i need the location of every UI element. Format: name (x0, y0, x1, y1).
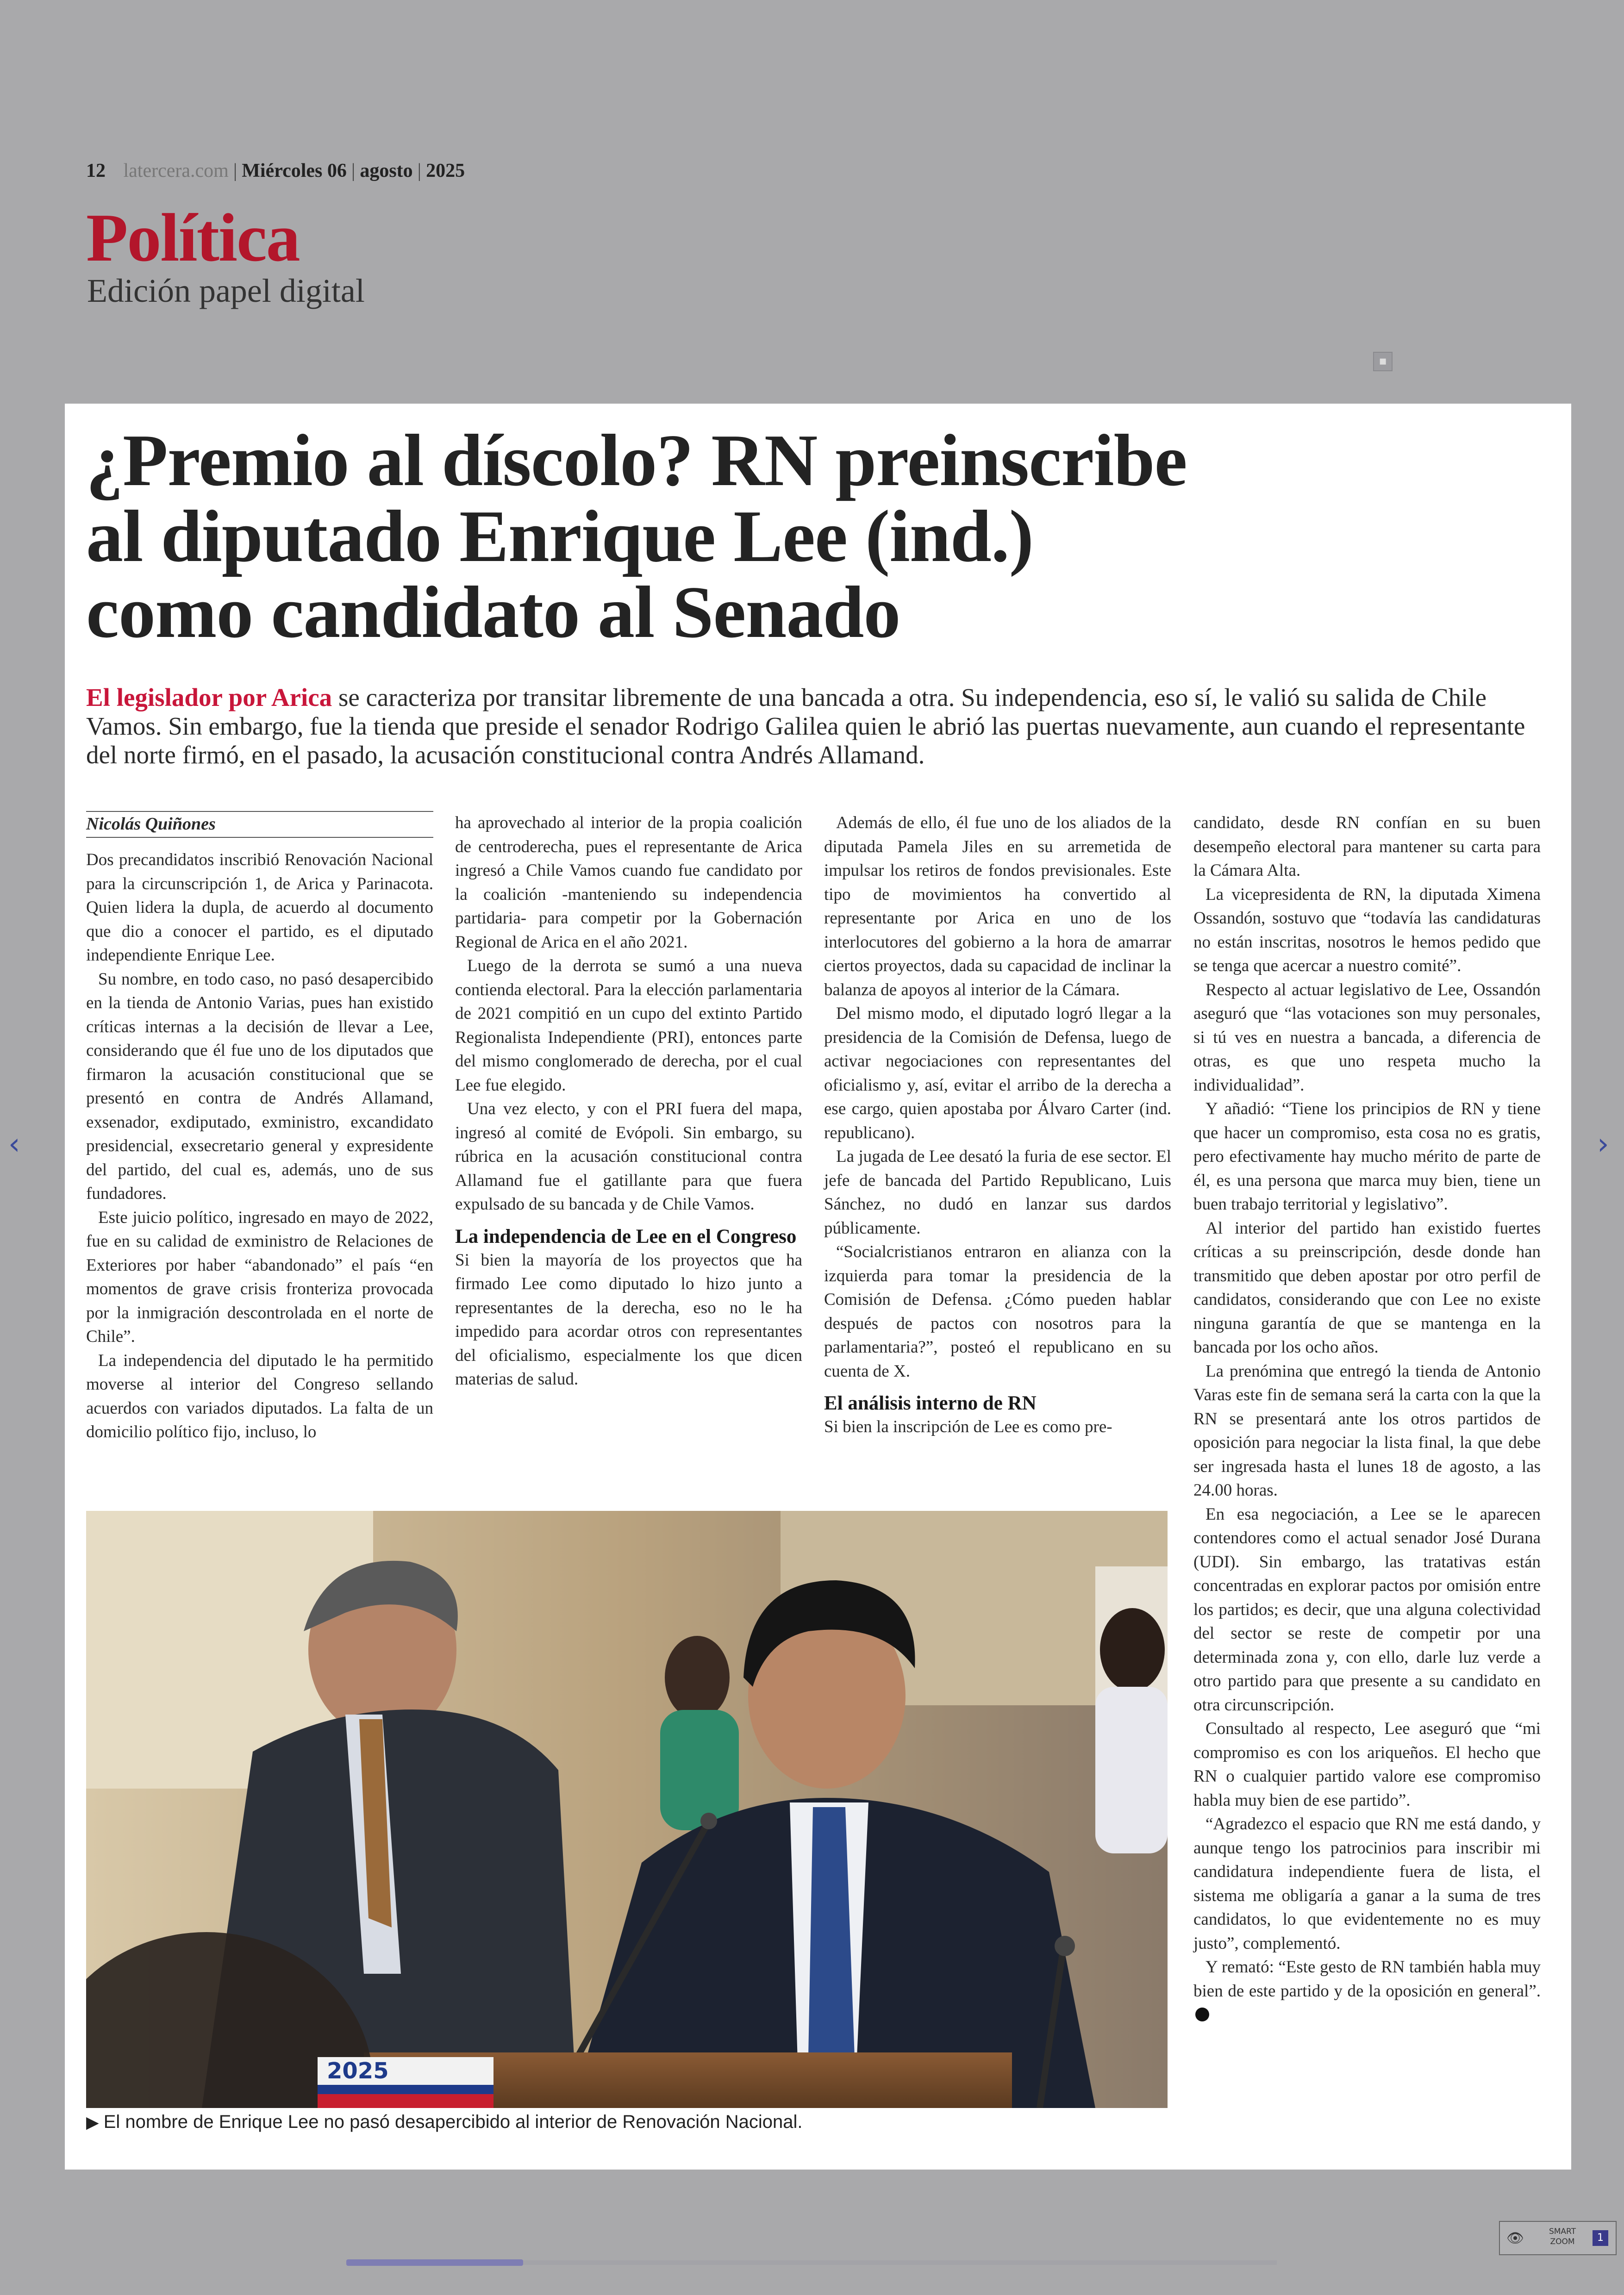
next-page-button[interactable]: › (1597, 1127, 1609, 1161)
paragraph: Además de ello, él fue uno de los aliados de la diputada Pamela Jiles en su arremetida de impulsar los retiros de fondos previsionales. Este tipo de movimientos ha convertido al representante por Arica en uno de los interlocutores del gobierno a la hora de amarrar ciertos proyectos, dada su capacidad de inclinar la balanza de apoyos al interior de la Cámara. (824, 813, 1171, 999)
section-subtitle: Edición papel digital (87, 272, 365, 309)
article-deck (86, 683, 1554, 769)
photo-placard-text: 2025 (327, 2058, 389, 2084)
site-name: latercera.com (123, 160, 229, 181)
weekday-day: Miércoles 06 (242, 160, 347, 181)
section-title: Política (86, 200, 300, 276)
headline-line-3: como candidato al Senado (86, 571, 900, 653)
paragraph: La prenómina que entregó la tienda de Antonio Varas este fin de semana será la carta con la que la RN se presentará ante los otros partidos de oposición para negociar la lista final, la que debe ser ingresada hasta el lunes 18 de agosto, a las 24.00 horas. (1193, 1361, 1541, 1500)
paragraph: La independencia del diputado le ha permitido moverse al interior del Congreso sellando acuerdos con variados diputados. La falta de un domicilio político fijo, incluso, lo (86, 1351, 433, 1441)
previous-page-button[interactable]: ‹ (8, 1127, 20, 1161)
paragraph: Su nombre, en todo caso, no pasó desapercibido en la tienda de Antonio Varias, pues han existido críticas internas a la decisión de llevar a Lee, considerando que él fue uno de los diputados que firmaron la acusación constitucional que se presentó en contra de Andrés Allamand, exsenador, exdiputado, exministro, excandidato presidencial, exsecretario general y expresidente del partido, del cual es, además, uno de sus fundadores. (86, 969, 433, 1203)
paragraph: Respecto al actuar legislativo de Lee, Ossandón aseguró que “las votaciones son muy personales, si tú ves en nuestra a bancada, a diferencia de otras, es que uno respeta mucho la individualidad”. (1193, 980, 1541, 1095)
smart-zoom-button[interactable] (1499, 2221, 1617, 2255)
paragraph: ha aprovechado al interior de la propia coalición de centroderecha, pues el representante de Arica ingresó a Chile Vamos cuando fue candidato por la coalición -manteniendo su independencia partidaria- para competir por la Gobernación Regional de Arica en el año 2021. (455, 813, 802, 952)
paragraph: Una vez electo, y con el PRI fuera del mapa, ingresó al comité de Evópoli. Sin embargo, su rúbrica en la acusación constitucional contra Allamand fue el gatillante para que fuera expulsado de su bancada y de Chile Vamos. (455, 1099, 802, 1214)
paragraph-final: Y remató: “Este gesto de RN también habla muy bien de este partido y de la oposición en general”. (1193, 1955, 1541, 2027)
column-1 (86, 811, 433, 1444)
smart-zoom-badge: 1 (1593, 2230, 1608, 2246)
page-progress-fill[interactable] (346, 2259, 523, 2266)
photo-caption (86, 2112, 803, 2133)
paragraph: Si bien la mayoría de los proyectos que ha firmado Lee como diputado lo hizo junto a representantes de la derecha, eso no le ha impedido para acordar otros con representantes del oficialismo, especialmente los que dicen materias de salud. (455, 1250, 802, 1389)
paragraph: La vicepresidenta de RN, la diputada Ximena Ossandón, sostuvo que “todavía las candidaturas no están inscritas, nosotros le hemos pedido que se tenga que acercar a nuestro comité”. (1193, 885, 1541, 975)
paragraph: En esa negociación, a Lee se le aparecen contendores como el actual senador José Durana (UDI). Sin embargo, las tratativas están concentradas en explorar pactos por omisión entre los partidos; es decir, que una alguna colectividad del sector se reste de competir por una determinada zona y, con ello, darle luz verde a otro partido para que presente a su candidato en otra circunscripción. (1193, 1504, 1541, 1715)
byline: Nicolás Quiñones (86, 811, 433, 838)
subheading-analisis: El análisis interno de RN (824, 1392, 1037, 1414)
column-3 (824, 811, 1171, 1439)
column-2 (455, 811, 802, 1391)
month: agosto (360, 160, 413, 181)
column-4 (1193, 811, 1541, 2027)
paragraph: candidato, desde RN confían en su buen desempeño electoral para mantener su carta para la Cámara Alta. (1193, 813, 1541, 880)
smart-zoom-label: SMART ZOOM (1549, 2227, 1576, 2246)
newspaper-page (65, 404, 1571, 2170)
paragraph: Y añadió: “Tiene los principios de RN y tiene que hacer un compromiso, esta cosa no es gratis, pero efectivamente hay mucho mérito de parte de él, es una persona que marca muy bien, tiene un buen trabajo territorial y legislativo”. (1193, 1099, 1541, 1214)
end-mark-icon (1195, 2008, 1209, 2021)
caption-triangle-icon: ▶ (86, 2113, 99, 2132)
article-photo (86, 1511, 1168, 2108)
subheading-independencia: La independencia de Lee en el Congreso (455, 1225, 797, 1247)
page-header-line: 12 latercera.com | Miércoles 06 | agosto | 2025 (86, 160, 465, 181)
paragraph: Luego de la derrota se sumó a una nueva contienda electoral. Para la elección parlamentaria de 2021 compitió en un cupo del extinto Partido Regionalista Independiente (PRI), entonces parte del mismo conglomerado de derecha, por el cual Lee fue elegido. (455, 956, 802, 1095)
paragraph: Del mismo modo, el diputado logró llegar a la presidencia de la Comisión de Defensa, luego de activar negociaciones con representantes del oficialismo y, así, evitar el arribo de la derecha a ese cargo, quien apostaba por Álvaro Carter (ind. republicano). (824, 1004, 1171, 1142)
paragraph: “Socialcristianos entraron en alianza con la izquierda para tomar la presidencia de la Comisión de Defensa. ¿Cómo pueden hablar después de pactos con nosotros para la parlamentaria?”, posteó el republicano en su cuenta de X. (824, 1242, 1171, 1381)
deck-highlight: El legislador por Arica (86, 683, 332, 711)
eye-icon: 👁 (1506, 2230, 1524, 2246)
year: 2025 (426, 160, 465, 181)
deck-text: se caracteriza por transitar libremente de una bancada a otra. Su independencia, eso sí, le valió su salida de Chile Vamos. Sin embargo, fue la tienda que preside el senador Rodrigo Galilea quien le abrió las puertas nuevamente, aun cuando el representante del norte firmó, en el pasado, la acusación constitucional contra Andrés Allamand. (86, 683, 1525, 769)
article-headline (86, 419, 1475, 653)
caption-text: El nombre de Enrique Lee no pasó desapercibido al interior de Renovación Nacional. (103, 2112, 803, 2132)
page-number: 12 (86, 160, 106, 181)
paragraph: Si bien la inscripción de Lee es como pre- (824, 1417, 1112, 1436)
paragraph: Este juicio político, ingresado en mayo de 2022, fue en su calidad de exministro de Relaciones de Exteriores por haber “abandonado” el país “en momentos de grave crisis fronteriza provocada por la inmigración descontrolada en el norte de Chile”. (86, 1208, 433, 1346)
paragraph: “Agradezco el espacio que RN me está dando, y aunque tengo los patrocinios para inscribir mi candidatura independiente fuera de lista, el sistema me obligaría a ganar a la suma de tres candidatos, lo que evidentemente no es muy justo”, complementó. (1193, 1815, 1541, 1953)
paragraph: Dos precandidatos inscribió Renovación Nacional para la circunscripción 1, de Arica y Parinacota. Quien lidera la dupla, de acuerdo al documento que dio a conocer el partido, es el diputado independiente Enrique Lee. (86, 850, 433, 965)
page-marker-icon[interactable]: ▪ (1373, 352, 1393, 371)
paragraph: Consultado al respecto, Lee aseguró que “mi compromiso es con los ariqueños. El hecho que RN o cualquier partido valore ese compromiso habla muy bien de ese partido”. (1193, 1719, 1541, 1810)
headline-line-1: ¿Premio al díscolo? RN preinscribe (86, 419, 1187, 501)
paragraph: La jugada de Lee desató la furia de ese sector. El jefe de bancada del Partido Republicano, Luis Sánchez, no dudó en lanzar sus dardos públicamente. (824, 1147, 1171, 1238)
headline-line-2: al diputado Enrique Lee (ind.) (86, 495, 1034, 577)
paragraph: Al interior del partido han existido fuertes críticas a su preinscripción, desde donde han transmitido que deben apostar por otro perfil de candidatos, considerando que con Lee no existe ninguna garantía de que se mantenga en la bancada por los ocho años. (1193, 1218, 1541, 1357)
